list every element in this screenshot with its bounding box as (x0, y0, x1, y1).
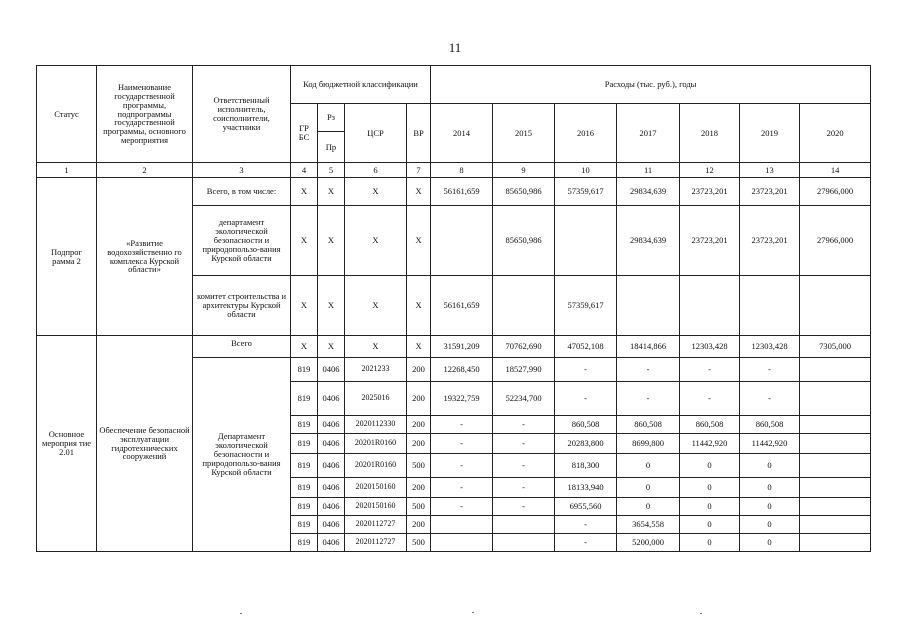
cell-2019: 11442,920 (740, 434, 800, 454)
cell-grbs: 819 (291, 454, 318, 478)
cell-2020: 27966,000 (800, 206, 871, 276)
header-year-2019: 2019 (740, 104, 800, 163)
cell-2020 (800, 516, 871, 534)
cell-rzpr: 0406 (318, 516, 345, 534)
scan-speck (700, 613, 702, 614)
cell-vr: 500 (407, 454, 431, 478)
cell-rzpr: 0406 (318, 358, 345, 382)
cell-2018: 0 (680, 498, 740, 516)
cell-rzpr: 0406 (318, 434, 345, 454)
subprogram-total-row (37, 178, 871, 206)
cell-vr: X (407, 336, 431, 358)
cell-vr: 500 (407, 534, 431, 552)
cell-grbs: X (291, 178, 318, 206)
cell-2014: 56161,659 (431, 276, 493, 336)
cell-2020 (800, 358, 871, 382)
cell-2015: - (493, 416, 555, 434)
scan-speck (240, 613, 242, 614)
cell-2020: 7305,000 (800, 336, 871, 358)
cell-2016: 47052,108 (555, 336, 617, 358)
cell-2014: 56161,659 (431, 178, 493, 206)
header-pr: Пр (318, 132, 345, 163)
measure-total-row (37, 336, 871, 358)
cell-2017: 8699,800 (617, 434, 680, 454)
column-number: 3 (193, 163, 291, 178)
subprogram-name: «Развитие водохозяйственно го комплекса Курской области» (97, 178, 193, 336)
cell-2014 (431, 516, 493, 534)
cell-vr: X (407, 206, 431, 276)
header-vr: ВР (407, 104, 431, 163)
column-number: 11 (617, 163, 680, 178)
cell-csr: X (345, 276, 407, 336)
cell-2016: - (555, 358, 617, 382)
cell-2017: 18414,866 (617, 336, 680, 358)
cell-2019: 23723,201 (740, 206, 800, 276)
cell-csr: X (345, 336, 407, 358)
row-executor: Всего (193, 336, 291, 358)
cell-2015: 85650,986 (493, 178, 555, 206)
cell-2018 (680, 276, 740, 336)
cell-2019: 0 (740, 454, 800, 478)
column-number: 13 (740, 163, 800, 178)
cell-rzpr: 0406 (318, 498, 345, 516)
cell-2016: 6955,560 (555, 498, 617, 516)
column-number: 7 (407, 163, 431, 178)
cell-csr: 20201R0160 (345, 454, 407, 478)
cell-2015: 52234,700 (493, 382, 555, 416)
header-year-2020: 2020 (800, 104, 871, 163)
cell-2016: 818,300 (555, 454, 617, 478)
header-grbs: ГР БС (291, 104, 318, 163)
cell-2018: 0 (680, 478, 740, 498)
cell-vr: 200 (407, 516, 431, 534)
cell-csr: 2020112727 (345, 516, 407, 534)
header-csr: ЦСР (345, 104, 407, 163)
cell-2015: - (493, 454, 555, 478)
measure-status: Основное мероприя тие 2.01 (37, 336, 97, 552)
cell-2016: - (555, 534, 617, 552)
cell-grbs: 819 (291, 516, 318, 534)
cell-vr: 200 (407, 358, 431, 382)
cell-2019: 0 (740, 498, 800, 516)
row-executor: комитет строительства и архитектуры Курской области (193, 276, 291, 336)
cell-rzpr: X (318, 276, 345, 336)
cell-2015 (493, 516, 555, 534)
cell-2020 (800, 454, 871, 478)
cell-2018: 23723,201 (680, 206, 740, 276)
cell-2018: 12303,428 (680, 336, 740, 358)
cell-2020 (800, 498, 871, 516)
cell-2017: 860,508 (617, 416, 680, 434)
cell-2020 (800, 478, 871, 498)
cell-csr: 20201R0160 (345, 434, 407, 454)
cell-2015: - (493, 434, 555, 454)
cell-2016: 57359,617 (555, 178, 617, 206)
cell-2016: 860,508 (555, 416, 617, 434)
cell-grbs: 819 (291, 434, 318, 454)
cell-grbs: 819 (291, 534, 318, 552)
measure-department: Департамент экологической безопасности и природопользо-вания Курской области (193, 358, 291, 552)
header-expenses: Расходы (тыс. руб.), годы (431, 66, 871, 104)
cell-2014: - (431, 434, 493, 454)
cell-rzpr: 0406 (318, 382, 345, 416)
cell-2014 (431, 206, 493, 276)
cell-rzpr: X (318, 336, 345, 358)
cell-2019: - (740, 382, 800, 416)
cell-vr: 200 (407, 434, 431, 454)
header-budget-code: Код бюджетной классификации (291, 66, 431, 104)
cell-2017: - (617, 358, 680, 382)
column-number: 2 (97, 163, 193, 178)
cell-2015: 85650,986 (493, 206, 555, 276)
cell-2017: 29834,639 (617, 178, 680, 206)
cell-rzpr: X (318, 178, 345, 206)
cell-2015 (493, 534, 555, 552)
cell-2014: - (431, 478, 493, 498)
cell-grbs: 819 (291, 382, 318, 416)
cell-2014: 31591,209 (431, 336, 493, 358)
cell-2020 (800, 416, 871, 434)
cell-2017: - (617, 382, 680, 416)
cell-2018: - (680, 358, 740, 382)
cell-2016: 20283,800 (555, 434, 617, 454)
header-year-2016: 2016 (555, 104, 617, 163)
header-rz: Рз (318, 104, 345, 132)
cell-2017: 3654,558 (617, 516, 680, 534)
column-number: 1 (37, 163, 97, 178)
cell-2019: 12303,428 (740, 336, 800, 358)
header-year-2015: 2015 (493, 104, 555, 163)
cell-2014: - (431, 454, 493, 478)
cell-2018: 0 (680, 516, 740, 534)
column-number: 4 (291, 163, 318, 178)
cell-csr: 2020112727 (345, 534, 407, 552)
column-number: 9 (493, 163, 555, 178)
cell-2017: 5200,000 (617, 534, 680, 552)
cell-rzpr: X (318, 206, 345, 276)
header-status: Статус (37, 66, 97, 163)
cell-grbs: 819 (291, 478, 318, 498)
cell-2015: - (493, 498, 555, 516)
header-row-1 (37, 66, 871, 104)
cell-2019: 0 (740, 478, 800, 498)
cell-vr: X (407, 276, 431, 336)
cell-grbs: X (291, 206, 318, 276)
cell-2019: 0 (740, 534, 800, 552)
cell-2019 (740, 276, 800, 336)
cell-2018: 11442,920 (680, 434, 740, 454)
cell-2014: - (431, 416, 493, 434)
cell-rzpr: 0406 (318, 534, 345, 552)
cell-2017: 0 (617, 454, 680, 478)
header-program-name: Наименование государственной программы, подпрограммы государственной программы, основного мероприятия (97, 66, 193, 163)
cell-vr: 200 (407, 382, 431, 416)
cell-2017: 0 (617, 478, 680, 498)
cell-2020: 27966,000 (800, 178, 871, 206)
cell-2019: 23723,201 (740, 178, 800, 206)
column-number-row (37, 163, 871, 178)
cell-2020 (800, 434, 871, 454)
column-number: 14 (800, 163, 871, 178)
cell-vr: X (407, 178, 431, 206)
cell-2014: - (431, 498, 493, 516)
cell-csr: 2021233 (345, 358, 407, 382)
cell-2019: 0 (740, 516, 800, 534)
cell-grbs: X (291, 276, 318, 336)
cell-2016: - (555, 516, 617, 534)
page-number: 11 (448, 40, 462, 55)
cell-rzpr: 0406 (318, 454, 345, 478)
cell-2017: 0 (617, 498, 680, 516)
cell-2015 (493, 276, 555, 336)
cell-csr: 2020112330 (345, 416, 407, 434)
column-number: 8 (431, 163, 493, 178)
cell-2020 (800, 276, 871, 336)
cell-vr: 500 (407, 498, 431, 516)
subprogram-status: Подпрог рамма 2 (37, 178, 97, 336)
cell-2019: - (740, 358, 800, 382)
header-year-2014: 2014 (431, 104, 493, 163)
cell-csr: 2020150160 (345, 498, 407, 516)
header-executor: Ответственный исполнитель, соисполнители, участники (193, 66, 291, 163)
cell-csr: X (345, 206, 407, 276)
cell-vr: 200 (407, 416, 431, 434)
cell-2016: 18133,940 (555, 478, 617, 498)
cell-csr: 2025016 (345, 382, 407, 416)
cell-csr: 2020150160 (345, 478, 407, 498)
cell-2017: 29834,639 (617, 206, 680, 276)
cell-grbs: X (291, 336, 318, 358)
cell-2014: 12268,450 (431, 358, 493, 382)
cell-2015: 18527,990 (493, 358, 555, 382)
cell-2018: 0 (680, 454, 740, 478)
header-year-2017: 2017 (617, 104, 680, 163)
column-number: 6 (345, 163, 407, 178)
cell-2020 (800, 382, 871, 416)
cell-2014 (431, 534, 493, 552)
cell-2016 (555, 206, 617, 276)
cell-2018: 23723,201 (680, 178, 740, 206)
cell-2018: 860,508 (680, 416, 740, 434)
cell-csr: X (345, 178, 407, 206)
cell-2016: - (555, 382, 617, 416)
cell-2015: - (493, 478, 555, 498)
cell-2018: 0 (680, 534, 740, 552)
cell-2020 (800, 534, 871, 552)
cell-2017 (617, 276, 680, 336)
cell-2016: 57359,617 (555, 276, 617, 336)
cell-rzpr: 0406 (318, 478, 345, 498)
column-number: 5 (318, 163, 345, 178)
cell-rzpr: 0406 (318, 416, 345, 434)
header-year-2018: 2018 (680, 104, 740, 163)
row-executor: департамент экологической безопасности и природопользо-вания Курской области (193, 206, 291, 276)
cell-vr: 200 (407, 478, 431, 498)
scan-speck (472, 612, 474, 613)
cell-2018: - (680, 382, 740, 416)
cell-grbs: 819 (291, 358, 318, 382)
column-number: 10 (555, 163, 617, 178)
column-number: 12 (680, 163, 740, 178)
row-executor: Всего, в том числе: (193, 178, 291, 206)
budget-table (36, 65, 871, 552)
measure-name: Обеспечение безопасной эксплуатации гидротехнических сооружений (97, 336, 193, 552)
cell-2014: 19322,759 (431, 382, 493, 416)
cell-2019: 860,508 (740, 416, 800, 434)
cell-grbs: 819 (291, 498, 318, 516)
cell-grbs: 819 (291, 416, 318, 434)
cell-2015: 70762,690 (493, 336, 555, 358)
